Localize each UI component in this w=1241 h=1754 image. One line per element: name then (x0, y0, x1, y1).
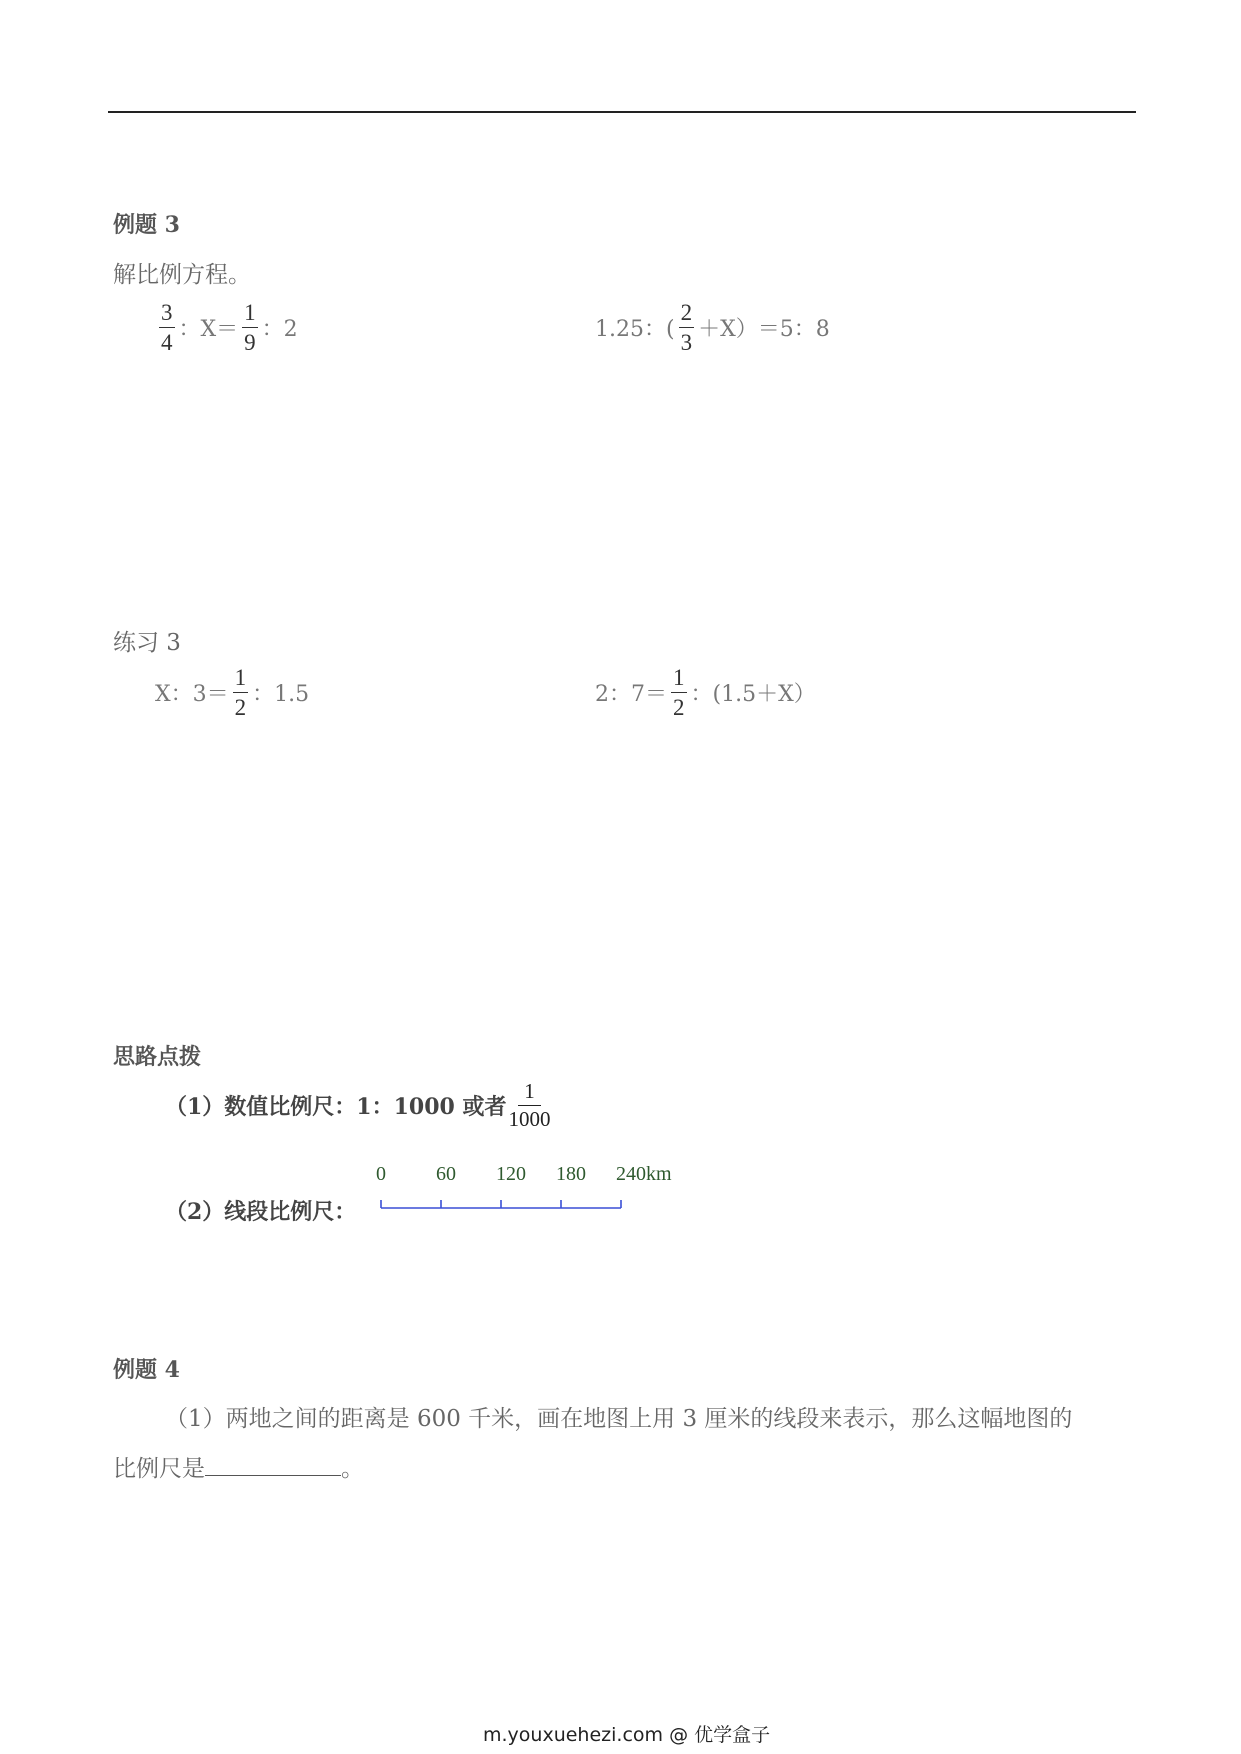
scale-label: 60 (436, 1163, 456, 1185)
footer-watermark: m.youxuehezi.com @ 优学盒子 (483, 1724, 771, 1746)
example3-instruction: 解比例方程。 (113, 262, 251, 288)
hint-item-2-label: （2）线段比例尺： (165, 1199, 357, 1225)
scale-label: 120 (496, 1163, 526, 1185)
practice3-title: 练习 3 (113, 630, 181, 656)
scale-label: 180 (556, 1163, 586, 1185)
fraction: $\frac{1}{2}$ (234, 665, 247, 721)
header-rule (108, 111, 1136, 113)
example4-title: 例题 4 (113, 1357, 180, 1383)
scale-label: 240km (616, 1163, 672, 1185)
example4-question-1-line-2: 比例尺是 。 (113, 1456, 364, 1482)
fraction: $\frac{3}{4}$ (161, 300, 173, 356)
fraction: $\frac{1}{2}$ (673, 665, 685, 721)
example3-equation-1: $\frac{3}{4}$ ：X＝ $\frac{1}{9}$ ：2 (161, 300, 298, 356)
answer-blank[interactable] (205, 1455, 341, 1476)
example4-question-1-line-1: （1）两地之间的距离是 600 千米，画在地图上用 3 厘米的线段来表示，那么这幅地图的 (165, 1406, 1073, 1432)
fraction: $\frac{2}{3}$ (680, 300, 693, 356)
fraction: $\frac{1}{1000}$ (508, 1079, 551, 1132)
example3-title: 例题 3 (113, 212, 180, 238)
hint-title: 思路点拨 (113, 1044, 202, 1070)
fraction: $\frac{1}{9}$ (244, 300, 256, 356)
practice3-equation-1: X：3＝ $\frac{1}{2}$ ：1.5 (155, 665, 310, 721)
example3-equation-2: 1.25：( $\frac{2}{3}$ ＋X）＝5：8 (595, 300, 830, 356)
hint-item-1: （1）数值比例尺：1：1000 或者 $\frac{1}{1000}$ (165, 1079, 551, 1132)
scale-label: 0 (376, 1163, 386, 1185)
practice3-equation-2: 2：7＝ $\frac{1}{2}$ ：(1.5＋X） (595, 665, 816, 721)
line-scale-bar (370, 1160, 690, 1220)
